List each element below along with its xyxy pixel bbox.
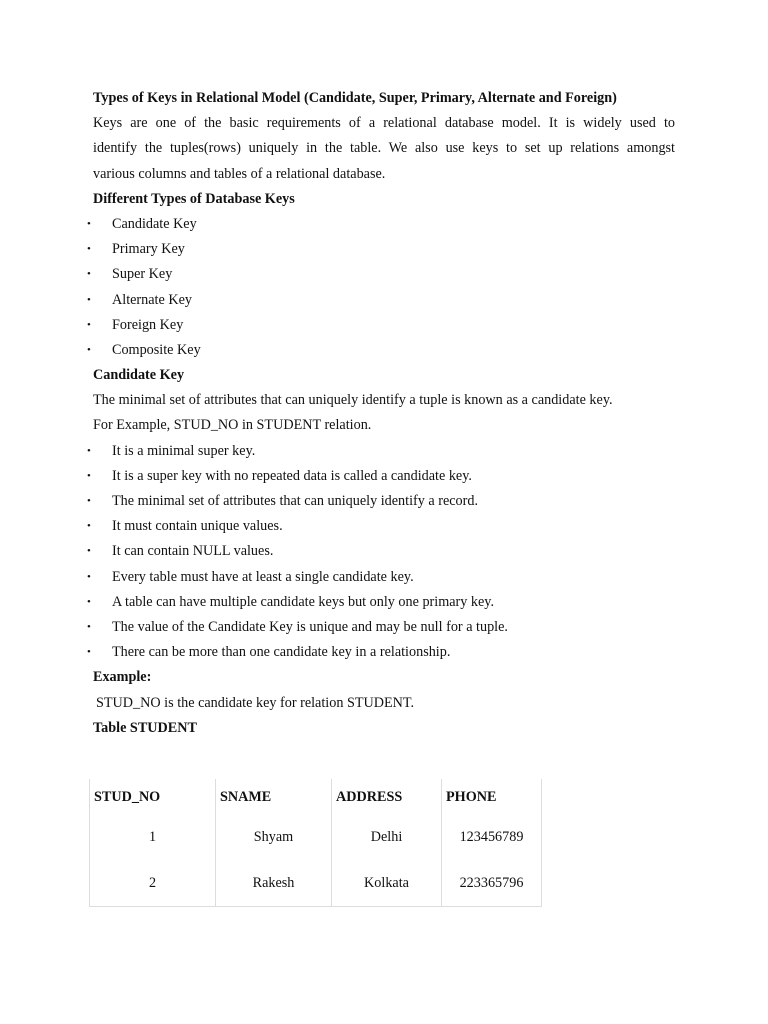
header-phone: PHONE [442, 779, 542, 814]
bullet-icon: • [87, 318, 91, 331]
bullet-icon: • [87, 570, 91, 583]
list-item [87, 539, 683, 564]
list-item [87, 212, 683, 237]
intro-line-3: various columns and tables of a relational database. [93, 165, 386, 182]
intro-line-2: identify the tuples(rows) uniquely in the table. We also use keys to set up relations amongst [93, 140, 675, 157]
list-item-text: The minimal set of attributes that can uniquely identify a record. [112, 493, 479, 509]
list-item-text: Candidate Key [112, 215, 197, 232]
bullet-icon: • [87, 520, 91, 533]
list-item-text: Alternate Key [112, 291, 192, 308]
bullet-icon: • [87, 268, 91, 281]
cell-phone: 123456789 [442, 814, 542, 860]
bullet-icon: • [87, 646, 91, 659]
table-header-row [90, 779, 542, 814]
bullet-icon: • [87, 495, 91, 507]
cell-phone: 223365796 [442, 860, 542, 907]
student-table [89, 779, 542, 907]
list-item [87, 439, 683, 464]
list-item [87, 514, 683, 539]
bullet-icon: • [87, 444, 91, 457]
bullet-icon: • [87, 620, 91, 633]
list-item-text: Super Key [112, 266, 173, 283]
candidate-example-line: For Example, STUD_NO in STUDENT relation. [93, 417, 372, 434]
list-item-text: It can contain NULL values. [112, 543, 274, 560]
list-item-text: A table can have multiple candidate keys but only one primary key. [112, 593, 495, 610]
header-address: ADDRESS [332, 779, 442, 814]
example-heading: Example: [93, 669, 152, 686]
list-item-text: Foreign Key [112, 316, 184, 333]
list-item-text: Every table must have at least a single candidate key. [112, 568, 414, 585]
cell-sname: Shyam [216, 814, 332, 860]
header-sname: SNAME [216, 779, 332, 814]
list-item-text: Composite Key [112, 341, 201, 358]
list-item [87, 262, 683, 287]
table-heading: Table STUDENT [93, 719, 197, 736]
bullet-icon: • [87, 343, 91, 356]
bullet-icon: • [87, 293, 91, 306]
table-row [90, 860, 542, 907]
cell-sname: Rakesh [216, 860, 332, 907]
list-item [87, 338, 683, 363]
bullet-icon: • [87, 217, 91, 230]
bullet-icon: • [87, 595, 91, 608]
list-item [87, 489, 683, 514]
list-item-text: Primary Key [112, 241, 185, 258]
table-row [90, 814, 542, 860]
candidate-definition: The minimal set of attributes that can uniquely identify a tuple is known as a candidate key. [93, 392, 613, 409]
bullet-icon: • [87, 243, 91, 256]
list-item [87, 313, 683, 338]
list-item [87, 288, 683, 313]
cell-stud-no: 2 [90, 860, 216, 907]
key-types-list [87, 212, 683, 363]
list-item-text: It is a minimal super key. [112, 442, 256, 459]
list-item [87, 640, 683, 665]
bullet-icon: • [87, 545, 91, 558]
list-item-text: It is a super key with no repeated data is called a candidate key. [112, 467, 472, 484]
document-title: Types of Keys in Relational Model (Candidate, Super, Primary, Alternate and Foreign) [93, 90, 617, 106]
header-stud-no: STUD_NO [90, 779, 216, 814]
candidate-heading: Candidate Key [93, 367, 185, 384]
list-item [87, 565, 683, 590]
list-item [87, 464, 683, 489]
list-item [87, 237, 683, 262]
list-item [87, 590, 683, 615]
example-text: STUD_NO is the candidate key for relation STUDENT. [96, 694, 415, 711]
types-heading: Different Types of Database Keys [93, 190, 295, 207]
bullet-icon: • [87, 469, 91, 482]
intro-line-1: Keys are one of the basic requirements of a relational database model. It is widely used to [93, 115, 675, 132]
list-item-text: It must contain unique values. [112, 518, 283, 535]
list-item-text: The value of the Candidate Key is unique and may be null for a tuple. [112, 618, 508, 635]
list-item-text: There can be more than one candidate key in a relationship. [112, 644, 451, 661]
cell-stud-no: 1 [90, 814, 216, 860]
list-item [87, 615, 683, 640]
candidate-points-list [87, 439, 683, 666]
cell-address: Delhi [332, 814, 442, 860]
document-page [87, 86, 683, 741]
cell-address: Kolkata [332, 860, 442, 907]
